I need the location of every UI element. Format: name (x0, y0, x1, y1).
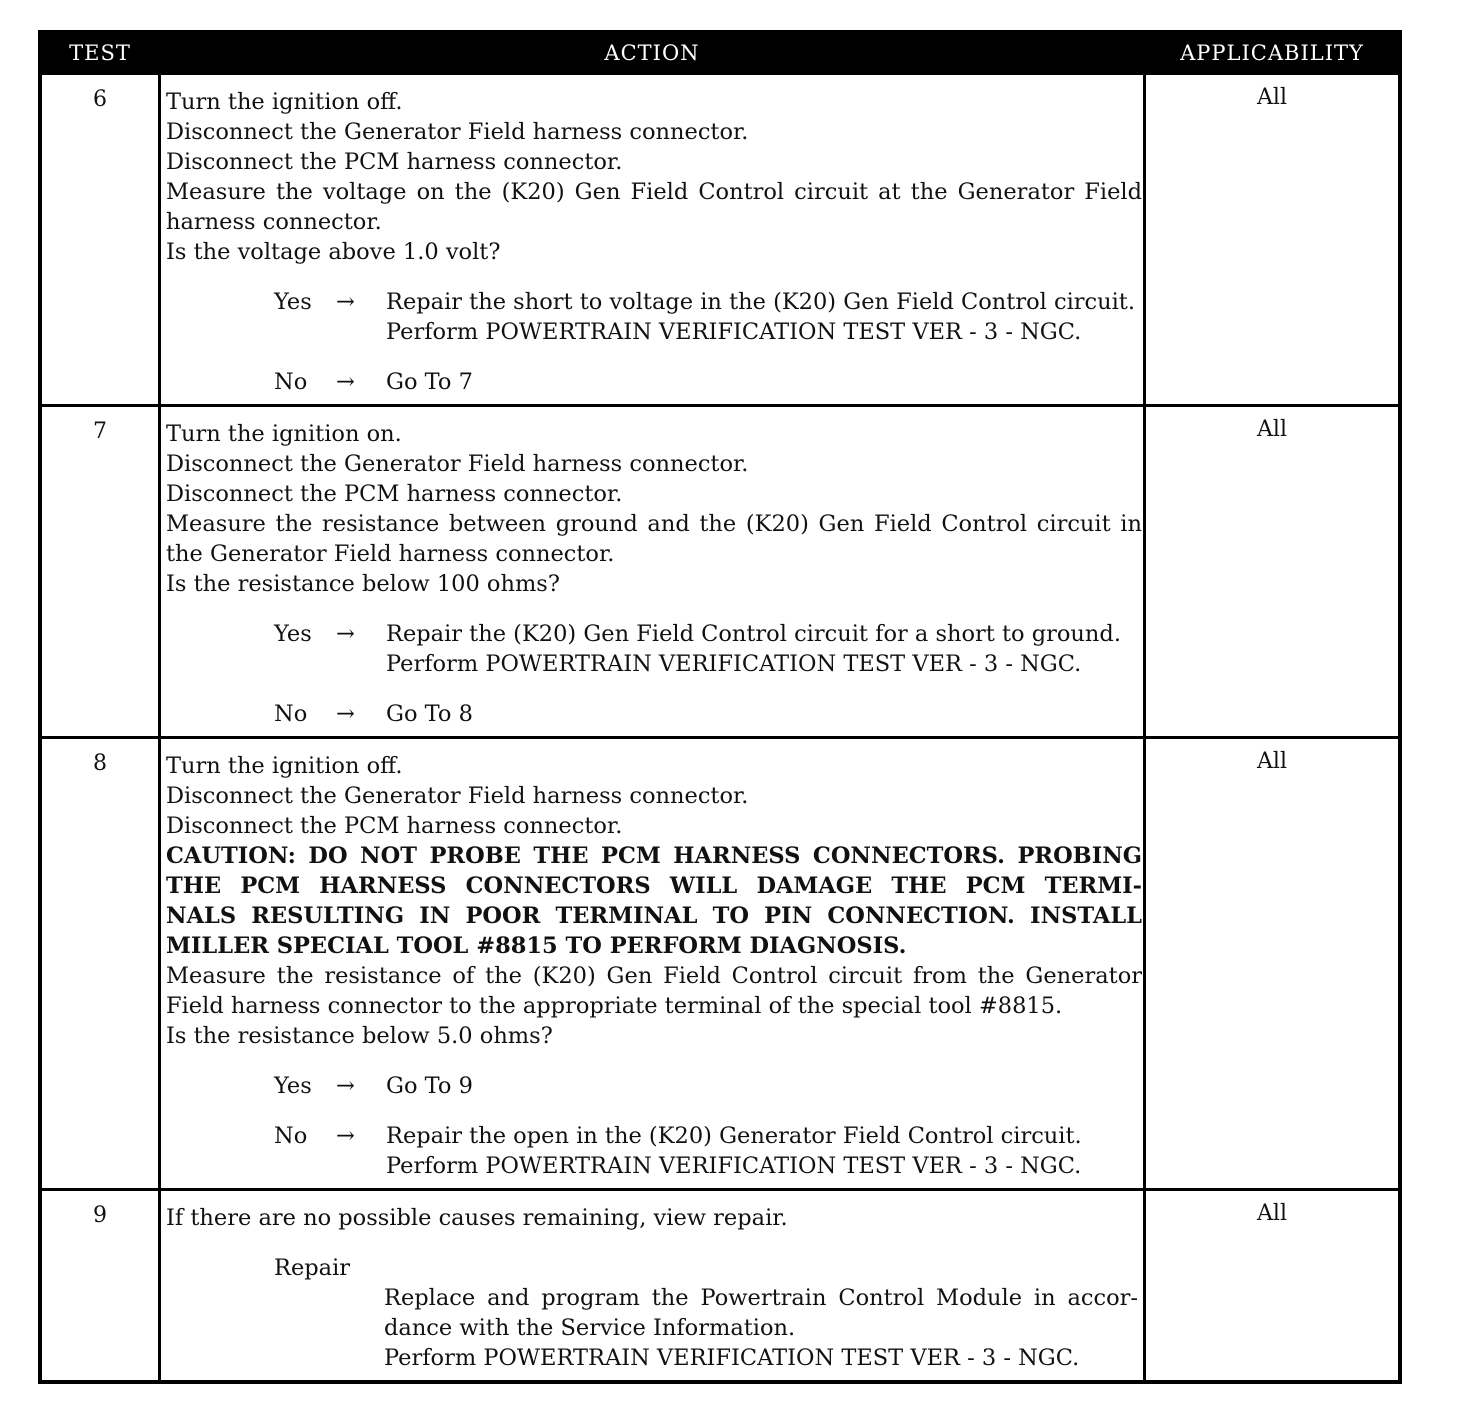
action-line: Turn the ignition off. (166, 753, 403, 779)
action-line: Disconnect the PCM harness connector. (166, 149, 623, 175)
arrow-icon: → (336, 289, 355, 315)
outcome-result: Perform POWERTRAIN VERIFICATION TEST VER - 3 - NGC. (386, 651, 1082, 677)
header-applicability: APPLICABILITY (1180, 41, 1364, 65)
action-line: Is the resistance below 5.0 ohms? (166, 1023, 553, 1049)
action-text (166, 751, 1142, 1181)
action-line: Turn the ignition on. (166, 421, 402, 447)
action-line: Field harness connector to the appropriate terminal of the special tool #8815. (166, 993, 1063, 1019)
outcome-yes (166, 1071, 1142, 1101)
arrow-icon: → (336, 621, 355, 647)
arrow-icon: → (336, 701, 355, 727)
table-row (42, 72, 1398, 404)
repair-line: dance with the Service Information. (384, 1315, 796, 1341)
action-text (166, 87, 1142, 397)
action-text (166, 419, 1142, 729)
test-number: 9 (93, 1203, 107, 1228)
header-action: ACTION (604, 41, 700, 65)
header-test: TEST (69, 41, 131, 65)
outcome-label: Yes (274, 1073, 312, 1099)
repair-line: Perform POWERTRAIN VERIFICATION TEST VER - 3 - NGC. (384, 1345, 1080, 1371)
outcome-result: Perform POWERTRAIN VERIFICATION TEST VER - 3 - NGC. (386, 319, 1082, 345)
outcome-result: Go To 8 (386, 701, 473, 727)
table-row (42, 404, 1398, 736)
action-line: the Generator Field harness connector. (166, 541, 615, 567)
diagnostic-table (38, 30, 1402, 1384)
table-row (42, 736, 1398, 1188)
test-number: 6 (93, 87, 107, 112)
outcome-result: Go To 7 (386, 369, 473, 395)
action-line: Disconnect the PCM harness connector. (166, 481, 623, 507)
applicability-value: All (1257, 1201, 1287, 1226)
action-line: Turn the ignition off. (166, 89, 403, 115)
outcome-result: Perform POWERTRAIN VERIFICATION TEST VER - 3 - NGC. (386, 1153, 1082, 1179)
test-number: 8 (93, 751, 107, 776)
repair-text (384, 1283, 1138, 1373)
table-row (42, 1188, 1398, 1380)
test-number: 7 (93, 419, 107, 444)
outcome-yes (166, 619, 1142, 679)
arrow-icon: → (336, 1073, 355, 1099)
action-line: Disconnect the Generator Field harness connector. (166, 451, 749, 477)
action-text (166, 1203, 1142, 1373)
action-line: Disconnect the PCM harness connector. (166, 813, 623, 839)
action-line: Disconnect the Generator Field harness connector. (166, 783, 749, 809)
outcome-label: No (274, 701, 308, 727)
outcome-label: No (274, 369, 308, 395)
outcome-result: Repair the short to voltage in the (K20) Gen Field Control circuit. (386, 289, 1136, 315)
outcome-label: No (274, 1123, 308, 1149)
caution-line: MILLER SPECIAL TOOL #8815 TO PERFORM DIAGNOSIS. (166, 933, 907, 959)
arrow-icon: → (336, 1123, 355, 1149)
outcome-result: Repair the open in the (K20) Generator Field Control circuit. (386, 1123, 1082, 1149)
outcome-no (166, 1121, 1142, 1181)
action-line: Measure the resistance of the (K20) Gen Field Control circuit from the Generator (166, 963, 1142, 989)
action-line: Disconnect the Generator Field harness connector. (166, 119, 749, 145)
table-header (42, 34, 1398, 72)
action-line: Measure the resistance between ground and the (K20) Gen Field Control circuit in (166, 511, 1142, 537)
action-line: Measure the voltage on the (K20) Gen Field Control circuit at the Generator Field (166, 179, 1142, 205)
caution-line: CAUTION: DO NOT PROBE THE PCM HARNESS CONNECTORS. PROBING (166, 843, 1142, 869)
outcome-label: Yes (274, 289, 312, 315)
arrow-icon: → (336, 369, 355, 395)
outcome-result: Go To 9 (386, 1073, 473, 1099)
applicability-value: All (1257, 85, 1287, 110)
repair-line: Replace and program the Powertrain Control Module in accor- (384, 1285, 1138, 1311)
repair-label: Repair (274, 1255, 351, 1281)
caution-line: THE PCM HARNESS CONNECTORS WILL DAMAGE THE PCM TERMI- (166, 873, 1142, 899)
outcome-yes (166, 287, 1142, 347)
caution-line: NALS RESULTING IN POOR TERMINAL TO PIN CONNECTION. INSTALL (166, 903, 1142, 929)
applicability-value: All (1257, 749, 1287, 774)
action-line: harness connector. (166, 209, 382, 235)
applicability-value: All (1257, 417, 1287, 442)
outcome-result: Repair the (K20) Gen Field Control circuit for a short to ground. (386, 621, 1121, 647)
outcome-label: Yes (274, 621, 312, 647)
outcome-no (166, 367, 1142, 397)
action-line: Is the voltage above 1.0 volt? (166, 239, 501, 265)
outcome-no (166, 699, 1142, 729)
action-line: Is the resistance below 100 ohms? (166, 571, 560, 597)
action-line: If there are no possible causes remaining, view repair. (166, 1205, 788, 1231)
